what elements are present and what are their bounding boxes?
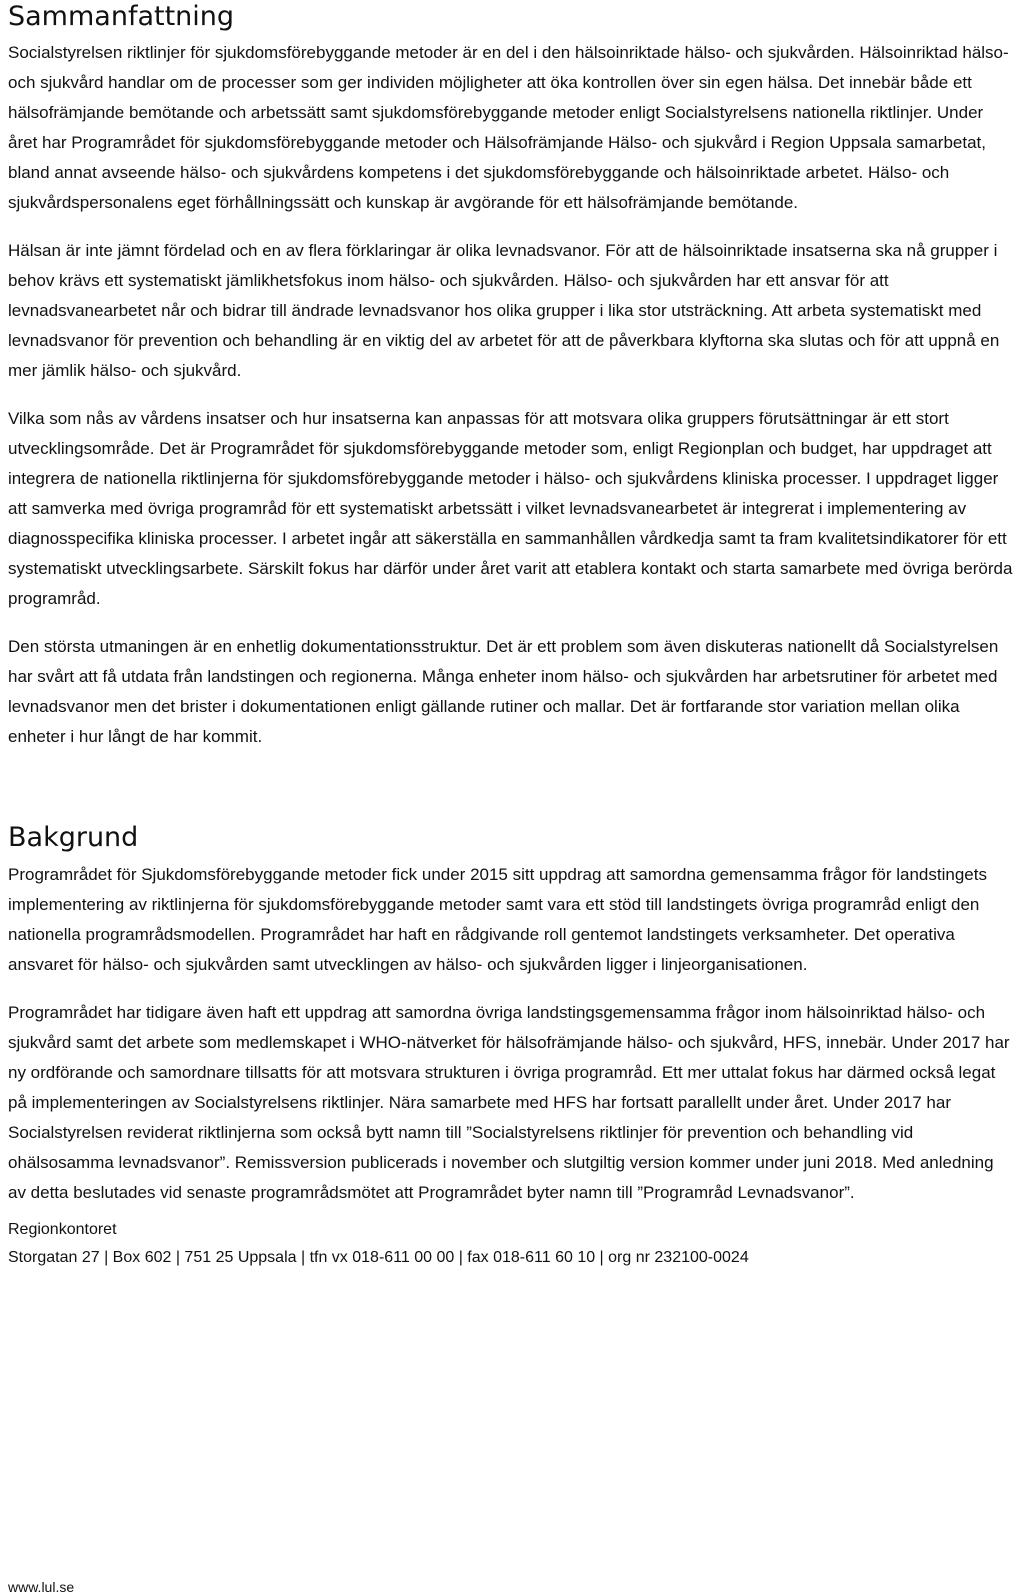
summary-paragraph-1: Socialstyrelsen riktlinjer för sjukdomsförebyggande metoder är en del i den hälsoinriktade hälso- och sjukvården. Hälsoinriktad hälso- och sjukvård handlar om de processer som ger individen möjligheter att öka kontrollen över sin egen hälsa. Det innebär både ett hälsofrämjande bemötande och arbetssätt samt sjukdomsförebyggande metoder enligt Socialstyrelsens nationella riktlinjer. Under året har Programrådet för sjukdomsförebyggande metoder och Hälsofrämjande Hälso- och sjukvård i Region Uppsala samarbetat, bland annat avseende hälso- och sjukvårdens kompetens i det sjukdomsförebyggande och hälsoinriktade arbetet. Hälso- och sjukvårdspersonalens eget förhållningssätt och kunskap är avgörande för ett hälsofrämjande bemötande. bbox=[8, 43, 1009, 212]
summary-paragraph-2: Hälsan är inte jämnt fördelad och en av flera förklaringar är olika levnadsvanor. För att de hälsoinriktade insatserna ska nå grupper i behov krävs ett systematiskt jämlikhetsfokus inom hälso- och sjukvården. Hälso- och sjukvården har ett ansvar för att levnadsvanearbetet når och bidrar till ändrade levnadsvanor hos olika grupper i lika stor utsträckning. Att arbeta systematiskt med levnadsvanor för prevention och behandling är en viktig del av arbetet för att de påverkbara klyftorna ska slutas och för att uppnå en mer jämlik hälso- och sjukvård. bbox=[8, 241, 1000, 380]
summary-paragraph-3: Vilka som nås av vårdens insatser och hur insatserna kan anpassas för att motsvara olika gruppers förutsättningar är ett stort utvecklingsområde. Det är Programrådet för sjukdomsförebyggande metoder som, enligt Regionplan och budget, har uppdraget att integrera de nationella riktlinjerna för sjukdomsförebyggande metoder i hälso- och sjukvårdens kliniska processer. I uppdraget ligger att samverka med övriga programråd för ett systematiskt arbetssätt i vilket levnadsvanearbetet är integrerat i implementering av diagnosspecifika kliniska processer. I arbetet ingår att säkerställa en sammanhållen vårdkedja samt ta fram kvalitetsindikatorer för ett systematiskt utvecklingsarbete. Särskilt fokus har därför under året varit att etablera kontakt och starta samarbete med övriga berörda programråd. bbox=[8, 409, 1013, 608]
footer-office: Regionkontoret bbox=[8, 1221, 117, 1238]
document-page bbox=[8, 0, 1016, 1595]
summary-paragraph-4: Den största utmaningen är en enhetlig dokumentationsstruktur. Det är ett problem som även diskuteras nationellt då Socialstyrelsen har svårt att få utdata från landstingen och regionerna. Många enheter inom hälso- och sjukvården har arbetsrutiner för arbetet med levnadsvanor men det brister i dokumentationen enligt gällande rutiner och mallar. Det är fortfarande stor variation mellan olika enheter i hur långt de har kommit. bbox=[8, 637, 999, 746]
heading-summary: Sammanfattning bbox=[8, 1, 235, 32]
footer-website: www.lul.se bbox=[8, 1579, 75, 1595]
background-paragraph-1: Programrådet för Sjukdomsförebyggande metoder fick under 2015 sitt uppdrag att samordna gemensamma frågor för landstingets implementering av riktlinjerna för sjukdomsförebyggande metoder samt vara ett stöd till landstingets övriga programråd enligt den nationella programrådsmodellen. Programrådet har haft en rådgivande roll gentemot landstingets verksamheter. Det operativa ansvaret för hälso- och sjukvården samt utvecklingen av hälso- och sjukvården ligger i linjeorganisationen. bbox=[8, 865, 987, 974]
heading-background: Bakgrund bbox=[8, 822, 139, 853]
background-paragraph-2: Programrådet har tidigare även haft ett uppdrag att samordna övriga landstingsgemensamma frågor inom hälsoinriktad hälso- och sjukvård samt det arbete som medlemskapet i WHO-nätverket för hälsofrämjande hälso- och sjukvård, HFS, innebär. Under 2017 har ny ordförande och samordnare tillsatts för att motsvara strukturen i övriga programråd. Ett mer uttalat fokus har därmed också legat på implementeringen av Socialstyrelsens riktlinjer. Nära samarbete med HFS har fortsatt parallellt under året. Under 2017 har Socialstyrelsen reviderat riktlinjerna som också bytt namn till ”Socialstyrelsens riktlinjer för prevention och behandling vid ohälsosamma levnadsvanor”. Remissversion publicerads i november och slutgiltig version kommer under juni 2018. Med anledning av detta beslutades vid senaste programrådsmötet att Programrådet byter namn till ”Programråd Levnadsvanor”. bbox=[8, 1003, 1010, 1202]
footer bbox=[8, 1216, 1016, 1272]
footer-address: Storgatan 27 | Box 602 | 751 25 Uppsala | tfn vx 018-611 00 00 | fax 018-611 60 10 | org nr 232100-0024 bbox=[8, 1249, 749, 1266]
